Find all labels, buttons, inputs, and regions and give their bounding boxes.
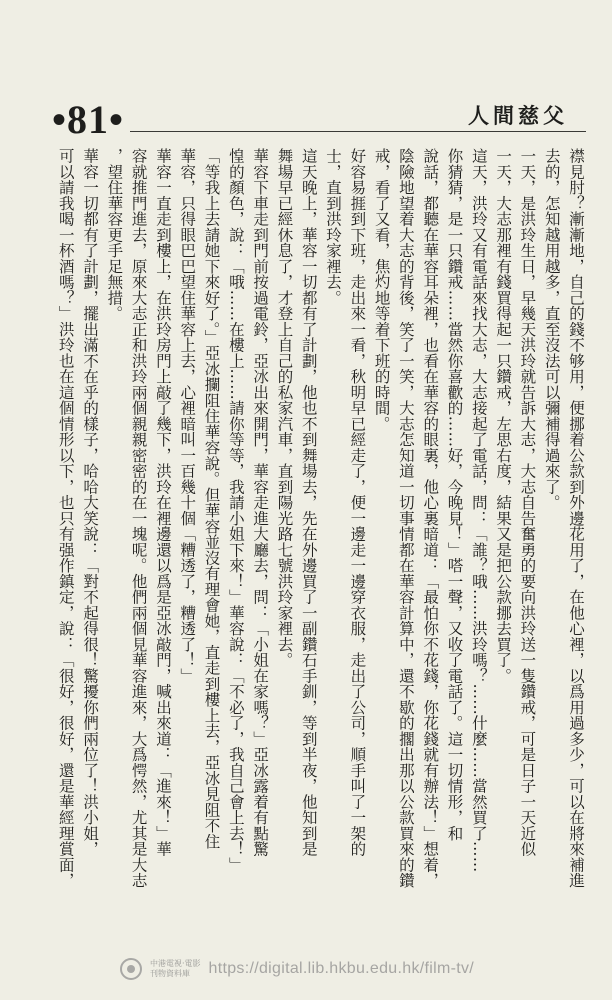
text-column: 舞場早已經休息了，才登上自己的私家汽車，直到陽光路七號洪玲家裡去。 <box>275 148 294 668</box>
text-column: 好容易捱到下班，走出來一看，秋明早已經走了，便一邊走一邊穿衣服，走出了公司，順手叫了一架的 <box>348 148 367 857</box>
text-column: ，望住華容更手足無措。 <box>105 148 124 322</box>
library-url: https://digital.lib.hkbu.edu.hk/film-tv/ <box>208 960 474 977</box>
text-column: 這天晚上，華容一切都有了計劃，他也不到舞場去，先在外邊買了一副鑽石手釧，等到半夜，他知到是 <box>299 148 318 857</box>
text-column: 華容，只得眼巴巴望住華容上去，心裡暗叫一百幾十個「糟透了，糟透了！」 <box>178 148 197 684</box>
text-column: 這天，洪玲又有電話來找大志，大志接起了電話，問：「誰？哦……洪玲嗎？……什麼……當然買了…… <box>469 148 488 873</box>
text-column: 說話，都聽在華容耳朵裡，也看在華容的眼裏，他心裏暗道：「最怕你不花錢，你花錢就有辦法！」想着， <box>421 148 440 889</box>
text-column: 「等我上去請她下來好了。」亞冰攔阻住華容說。但華容並沒有理會她，直走到樓上去，亞冰見阻不住 <box>202 148 221 849</box>
library-watermark <box>120 956 600 982</box>
text-column: 一天，是洪玲生日，早幾天洪玲就告訴大志，大志自告奮勇的要向洪玲送一隻鑽戒，可是日子一天近似 <box>518 148 537 857</box>
text-column: 一天，大志那裡有錢買得起一只鑽戒，左思右度，結果又是把公款挪去買了。 <box>494 148 513 684</box>
text-column: 可以請我喝一杯酒嗎？」洪玲也在這個情形以下，也只有强作鎮定，說：「很好，很好，還是華經理賞面， <box>56 148 75 889</box>
article-body <box>22 148 588 948</box>
text-column: 襟見肘？漸漸地，自己的錢不够用，便挪着公款到外邊花用了，在他心裡，以爲用過多少，可以在將來補進 <box>567 148 585 889</box>
library-name-line2: 刊物資料庫 <box>150 969 190 978</box>
text-column: 惶的顏色，說：「哦……在樓上……請你等等，我請小姐下來！」華容說：「不必了，我自己會上去！」 <box>226 148 245 873</box>
text-column: 華容一直走到樓上，在洪玲房門上敲了幾下，洪玲在裡邊還以爲是亞冰敲門，喊出來道：「進來！」華 <box>153 148 172 857</box>
library-name-line1: 中港電視·電影 <box>150 959 201 968</box>
text-column: 士，直到洪玲家裡去。 <box>324 148 343 306</box>
library-logo-icon <box>120 958 142 980</box>
text-column: 華容一切都有了計劃，擺出滿不在乎的樣子，哈哈大笑說：「對不起得很！驚擾你們兩位了！洪小姐， <box>81 148 100 857</box>
text-column: 你猜猜，是一只鑽戒……當然你喜歡的……好，今晚見！」嗒一聲，又收了電話了。這一切情形，和 <box>445 148 464 841</box>
text-column: 戒，看了又看，焦灼地等着下班的時間。 <box>372 148 391 432</box>
text-column: 陰險地望着大志的背後，笑了一笑，大志怎知道一切事情都在華容計算中，還不歇的擱出那以公款買來的鑽 <box>396 148 415 889</box>
library-name <box>150 959 201 979</box>
text-column: 華容下車走到門前按過電鈴，亞冰出來開門，華容走進大廳去，問：「小姐在家嗎？」亞冰露着有點驚 <box>251 148 270 857</box>
header-divider <box>130 131 586 132</box>
text-column: 去的，怎知越用越多，直至沒法可以彌補得過來了。 <box>542 148 561 511</box>
page-number: •81• <box>52 97 125 142</box>
text-column: 容就推門進去，原來大志正和洪玲兩個親親密密的在一塊呢。他們兩個見華容進來，大爲愕然，尤其是大志 <box>129 148 148 889</box>
journal-title: 人間慈父 <box>468 103 568 128</box>
